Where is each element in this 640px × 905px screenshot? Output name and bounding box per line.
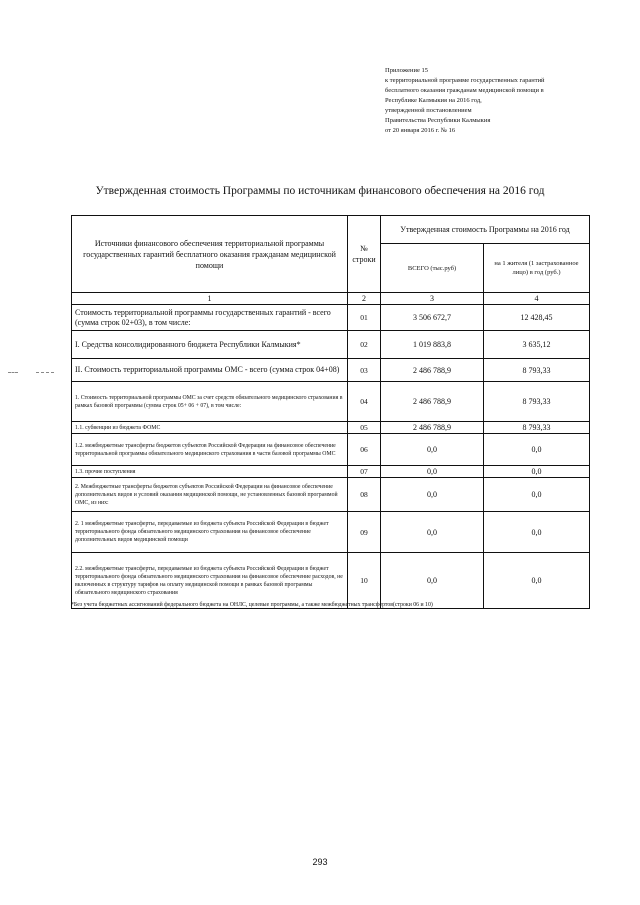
row-per-capita: 8 793,33 — [484, 382, 590, 422]
table-row — [72, 434, 590, 466]
scan-margin-mark — [36, 372, 54, 373]
table-row — [72, 382, 590, 422]
appendix-line: Республике Калмыкия на 2016 год, — [385, 97, 482, 104]
row-per-capita: 3 635,12 — [484, 331, 590, 359]
table-row — [72, 359, 590, 382]
row-total: 0,0 — [381, 512, 484, 553]
row-no: 09 — [348, 512, 381, 553]
document-title: Утвержденная стоимость Программы по источникам финансового обеспечения на 2016 год — [95, 185, 545, 197]
row-name: I. Средства консолидированного бюджета Республики Калмыкия* — [72, 331, 348, 359]
row-no: 05 — [348, 422, 381, 434]
table-row — [72, 466, 590, 478]
appendix-line: утвержденной постановлением — [385, 107, 472, 114]
row-no: 04 — [348, 382, 381, 422]
row-no: 07 — [348, 466, 381, 478]
row-per-capita: 0,0 — [484, 434, 590, 466]
col-number: 3 — [381, 293, 484, 305]
row-per-capita: 0,0 — [484, 466, 590, 478]
row-total: 2 486 788,9 — [381, 382, 484, 422]
col-number: 4 — [484, 293, 590, 305]
footnote: *Без учета бюджетных ассигнований федерального бюджета на ОНЛС, целевые программы, а также межбюджетных трансфертов(строки 06 и 10) — [71, 602, 433, 608]
row-total: 2 486 788,9 — [381, 359, 484, 382]
appendix-line: к территориальной программе государственных гарантий — [385, 77, 545, 84]
col-number: 1 — [72, 293, 348, 305]
row-per-capita: 0,0 — [484, 512, 590, 553]
row-per-capita: 0,0 — [484, 553, 590, 609]
row-name: 1.2. межбюджетные трансферты бюджетов субъектов Российской Федерации на финансовое обеспечение территориальной программы обязательного медицинского страхования в части базовой программы ОМС — [72, 434, 348, 466]
row-total: 3 506 672,7 — [381, 305, 484, 331]
col-number: 2 — [348, 293, 381, 305]
table-row — [72, 305, 590, 331]
table-row — [72, 422, 590, 434]
row-name: II. Стоимость территориальной программы ОМС - всего (сумма строк 04+08) — [72, 359, 348, 382]
row-no: 10 — [348, 553, 381, 609]
row-name: 1. Стоимость территориальной программы ОМС за счет средств обязательного медицинского страхования в рамках базовой программы (сумма строк 05+ 06 + 07), в том числе: — [72, 382, 348, 422]
appendix-note — [385, 66, 625, 136]
appendix-line: от 20 января 2016 г. № 16 — [385, 127, 456, 134]
table-row — [72, 331, 590, 359]
appendix-line: Приложение 15 — [385, 67, 429, 74]
appendix-line: Правительства Республики Калмыкия — [385, 117, 491, 124]
scan-margin-mark — [8, 372, 18, 373]
header-approved-cost: Утвержденная стоимость Программы на 2016 год — [381, 216, 590, 244]
row-total: 0,0 — [381, 553, 484, 609]
table-row — [72, 478, 590, 512]
row-name: 2. Межбюджетные трансферты бюджетов субъектов Российской Федерации на финансовое обеспечение дополнительных видов и условий оказания медицинской помощи, не установленных базовой программой ОМС, из них: — [72, 478, 348, 512]
row-total: 0,0 — [381, 478, 484, 512]
row-total: 2 486 788,9 — [381, 422, 484, 434]
row-total: 0,0 — [381, 466, 484, 478]
header-total: ВСЕГО (тыс.руб) — [381, 244, 484, 293]
row-name: 2.2. межбюджетные трансферты, передаваемые из бюджета субъекта Российской Федерации в бюджет территориального фонда обязательного медицинского страхования на финансовое обеспечение расходов, не включенных в структуру тарифов на оплату медицинской помощи в рамках базовой программы обязательного медицинского страхования — [72, 553, 348, 609]
row-per-capita: 12 428,45 — [484, 305, 590, 331]
row-name: 2. 1 межбюджетные трансферты, передаваемые из бюджета субъекта Российской Федерации в бюджет территориального фонда обязательного медицинского страхования на финансовое обеспечение дополнительных видов медицинской помощи — [72, 512, 348, 553]
row-per-capita: 8 793,33 — [484, 359, 590, 382]
row-name: 1.3. прочие поступления — [72, 466, 348, 478]
row-name: 1.1. субвенции из бюджета ФОМС — [72, 422, 348, 434]
header-sources: Источники финансового обеспечения территориальной программы государственных гарантий бесплатного оказания гражданам медицинской помощи — [72, 216, 348, 293]
header-per-capita: на 1 жителя (1 застрахованное лицо) в год (руб.) — [484, 244, 590, 293]
table-row — [72, 512, 590, 553]
row-per-capita: 0,0 — [484, 478, 590, 512]
row-no: 02 — [348, 331, 381, 359]
row-total: 1 019 883,8 — [381, 331, 484, 359]
cost-table — [71, 215, 590, 609]
row-no: 03 — [348, 359, 381, 382]
row-total: 0,0 — [381, 434, 484, 466]
row-no: 08 — [348, 478, 381, 512]
header-row-no: № строки — [348, 216, 381, 293]
row-name: Стоимость территориальной программы государственных гарантий - всего (сумма строк 02+03), в том числе: — [72, 305, 348, 331]
row-per-capita: 8 793,33 — [484, 422, 590, 434]
row-no: 01 — [348, 305, 381, 331]
appendix-line: бесплатного оказания гражданам медицинской помощи в — [385, 87, 544, 94]
page-number: 293 — [312, 857, 328, 867]
table-row — [72, 553, 590, 609]
row-no: 06 — [348, 434, 381, 466]
